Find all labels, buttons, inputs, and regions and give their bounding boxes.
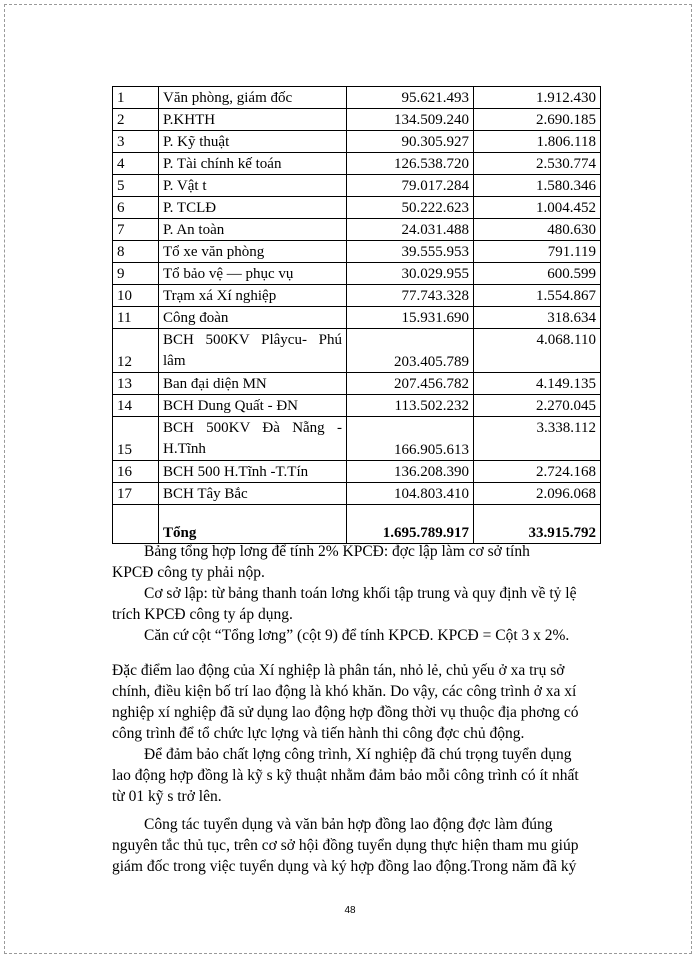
kpcd-amount: 2.270.045 [474, 395, 601, 417]
kpcd-amount: 1.580.346 [474, 175, 601, 197]
table-row [113, 87, 601, 109]
table-row [113, 241, 601, 263]
kpcd-amount: 2.096.068 [474, 483, 601, 505]
kpcd-amount: 2.530.774 [474, 153, 601, 175]
total-salary: 95.621.493 [347, 87, 474, 109]
department-name: Văn phòng, giám đốc [159, 87, 347, 109]
total-salary: 15.931.690 [347, 307, 474, 329]
table-row [113, 109, 601, 131]
text-line: chính, điều kiện bố trí lao động là khó khăn. Do vậy, các công trình ở xa xí [112, 683, 577, 700]
text-line: Bảng tổng hợp lơng để tính 2% KPCĐ: đợc lập làm cơ sở tính [144, 543, 530, 560]
text-line: lao động hợp đồng là kỹ s kỹ thuật nhằm đảm bảo mỗi công trình có ít nhất [112, 767, 579, 784]
text-line: nguyên tắc thủ tục, trên cơ sở hội đồng tuyển dụng thực hiện tham mu giúp [112, 837, 579, 854]
table-row [113, 131, 601, 153]
row-number: 2 [113, 109, 159, 131]
department-name: Công đoàn [159, 307, 347, 329]
table-row [113, 307, 601, 329]
row-number: 17 [113, 483, 159, 505]
paragraph-summary-table [112, 541, 583, 583]
department-name: P. Kỹ thuật [159, 131, 347, 153]
department-name: BCH 500KV Đà Nẵng - H.Tĩnh [159, 417, 347, 461]
department-name: BCH Tây Bắc [159, 483, 347, 505]
text-line: công trình để tổ chức lực lợng và tiến hành thi công đợc chủ động. [112, 725, 525, 742]
department-name: P.KHTH [159, 109, 347, 131]
text-line: giám đốc trong việc tuyển dụng và ký hợp đồng lao động.Trong năm đã ký [112, 858, 577, 875]
department-name: P. Vật t [159, 175, 347, 197]
department-name: BCH Dung Quất - ĐN [159, 395, 347, 417]
row-number: 10 [113, 285, 159, 307]
kpcd-amount: 480.630 [474, 219, 601, 241]
kpcd-amount: 1.806.118 [474, 131, 601, 153]
grand-total-salary: 1.695.789.917 [347, 505, 474, 544]
total-salary: 79.017.284 [347, 175, 474, 197]
kpcd-amount: 1.554.867 [474, 285, 601, 307]
total-salary: 166.905.613 [347, 417, 474, 461]
total-salary: 30.029.955 [347, 263, 474, 285]
total-salary: 90.305.927 [347, 131, 474, 153]
row-number: 11 [113, 307, 159, 329]
total-salary: 136.208.390 [347, 461, 474, 483]
total-salary: 126.538.720 [347, 153, 474, 175]
kpcd-amount: 791.119 [474, 241, 601, 263]
kpcd-amount: 1.912.430 [474, 87, 601, 109]
row-number: 8 [113, 241, 159, 263]
row-number: 1 [113, 87, 159, 109]
row-number: 7 [113, 219, 159, 241]
row-number: 6 [113, 197, 159, 219]
text-line: nghiệp xí nghiệp đã sử dụng lao động hợp đồng thời vụ thuộc địa phơng có [112, 704, 579, 721]
kpcd-amount: 3.338.112 [474, 417, 601, 461]
total-salary: 207.456.782 [347, 373, 474, 395]
total-salary: 24.031.488 [347, 219, 474, 241]
text-line: từ 01 kỹ s trở lên. [112, 788, 222, 805]
row-number: 5 [113, 175, 159, 197]
text-line: Để đảm bảo chất lợng công trình, Xí nghiệp đã chú trọng tuyển dụng [144, 746, 572, 763]
table-row [113, 219, 601, 241]
table-row [113, 461, 601, 483]
table-row [113, 197, 601, 219]
department-name: Trạm xá Xí nghiệp [159, 285, 347, 307]
department-name: P. Tài chính kế toán [159, 153, 347, 175]
total-salary: 134.509.240 [347, 109, 474, 131]
table-row [113, 175, 601, 197]
total-salary: 113.502.232 [347, 395, 474, 417]
total-label: Tổng [159, 505, 347, 544]
text-line: Cơ sở lập: từ bảng thanh toán lơng khối tập trung và quy định về tỷ lệ [144, 585, 577, 602]
page-number: 48 [344, 905, 356, 916]
table-row [113, 395, 601, 417]
department-name: BCH 500 H.Tĩnh -T.Tín [159, 461, 347, 483]
grand-total-kpcd: 33.915.792 [474, 505, 601, 544]
paragraph-recruitment [112, 814, 583, 877]
total-salary: 203.405.789 [347, 329, 474, 373]
row-number: 4 [113, 153, 159, 175]
row-number: 12 [113, 329, 159, 373]
kpcd-amount: 318.634 [474, 307, 601, 329]
table-row [113, 285, 601, 307]
kpcd-payroll-table [112, 86, 601, 544]
row-number: 16 [113, 461, 159, 483]
kpcd-amount: 2.724.168 [474, 461, 601, 483]
row-number: 3 [113, 131, 159, 153]
text-line: trích KPCĐ công ty áp dụng. [112, 606, 293, 623]
department-name: Tổ xe văn phòng [159, 241, 347, 263]
text-line: Đặc điểm lao động của Xí nghiệp là phân tán, nhỏ lẻ, chủ yếu ở xa trụ sở [112, 662, 565, 679]
kpcd-amount: 1.004.452 [474, 197, 601, 219]
total-row [113, 505, 601, 544]
paragraph-labor-characteristics [112, 660, 583, 744]
total-salary: 50.222.623 [347, 197, 474, 219]
table-row [113, 153, 601, 175]
row-number: 15 [113, 417, 159, 461]
paragraph-quality [112, 744, 583, 807]
kpcd-amount: 4.068.110 [474, 329, 601, 373]
department-name: Tổ bảo vệ — phục vụ [159, 263, 347, 285]
table-row [113, 483, 601, 505]
text-line: Công tác tuyển dụng và văn bản hợp đồng lao động đợc làm đúng [144, 816, 553, 833]
kpcd-amount: 2.690.185 [474, 109, 601, 131]
total-row-number [113, 505, 159, 544]
paragraph-basis [112, 583, 583, 625]
total-salary: 104.803.410 [347, 483, 474, 505]
text-line: KPCĐ công ty phải nộp. [112, 564, 265, 581]
table-row [113, 329, 601, 373]
department-name: P. An toàn [159, 219, 347, 241]
row-number: 9 [113, 263, 159, 285]
department-name: Ban đại diện MN [159, 373, 347, 395]
table-row [113, 263, 601, 285]
row-number: 13 [113, 373, 159, 395]
kpcd-amount: 4.149.135 [474, 373, 601, 395]
kpcd-amount: 600.599 [474, 263, 601, 285]
text-line: Căn cứ cột “Tổng lơng” (cột 9) để tính KPCĐ. KPCĐ = Cột 3 x 2%. [144, 627, 570, 644]
table-row [113, 373, 601, 395]
total-salary: 39.555.953 [347, 241, 474, 263]
department-name: P. TCLĐ [159, 197, 347, 219]
table-row [113, 417, 601, 461]
row-number: 14 [113, 395, 159, 417]
department-name: BCH 500KV Plâycu- Phú lâm [159, 329, 347, 373]
total-salary: 77.743.328 [347, 285, 474, 307]
paragraph-formula [112, 625, 583, 646]
